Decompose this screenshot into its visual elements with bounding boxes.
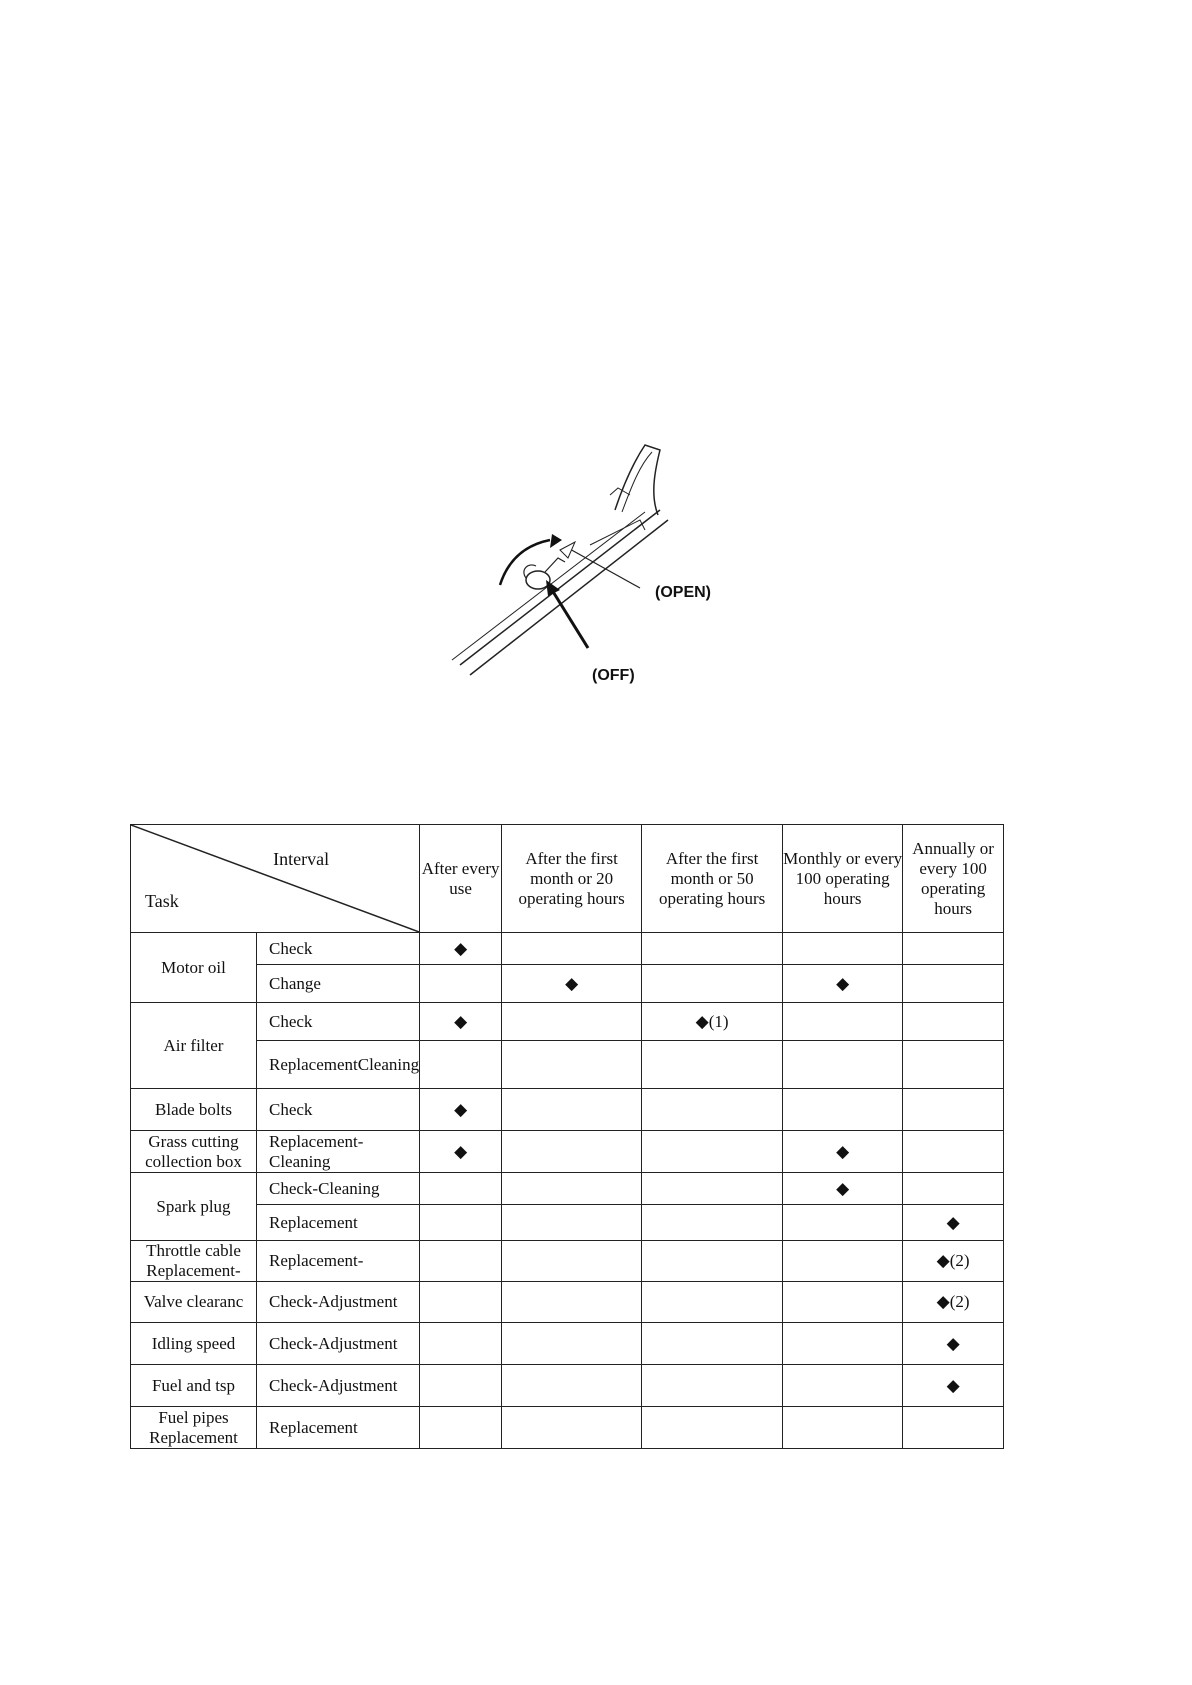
mark-cell — [642, 1205, 783, 1241]
mark-cell — [903, 965, 1004, 1003]
table-row — [131, 1089, 1004, 1131]
mark-cell — [642, 1173, 783, 1205]
corner-cell — [131, 825, 420, 933]
mark-cell — [903, 1041, 1004, 1089]
maintenance-schedule-table — [130, 824, 1004, 1449]
mark-cell — [903, 1407, 1004, 1449]
action-cell: Check-Adjustment — [257, 1365, 420, 1407]
action-cell: ReplacementCleaning — [257, 1041, 420, 1089]
mark-cell — [903, 1003, 1004, 1041]
mark-cell: ◆ — [420, 933, 502, 965]
table-row — [131, 1407, 1004, 1449]
throttle-lever-illustration — [440, 440, 740, 700]
mark-cell — [502, 1407, 642, 1449]
header-row — [131, 825, 1004, 933]
mark-cell — [903, 1131, 1004, 1173]
table-row — [131, 1205, 1004, 1241]
mark-cell — [420, 1407, 502, 1449]
mark-cell — [642, 1323, 783, 1365]
table-row — [131, 1323, 1004, 1365]
mark-cell — [783, 1241, 903, 1282]
mark-cell: ◆ — [903, 1205, 1004, 1241]
action-cell: Check-Adjustment — [257, 1323, 420, 1365]
mark-cell: ◆ — [783, 1173, 903, 1205]
mark-cell — [502, 1365, 642, 1407]
action-cell: Check-Adjustment — [257, 1282, 420, 1323]
mark-cell — [502, 1173, 642, 1205]
task-cell: Spark plug — [131, 1173, 257, 1241]
mark-cell — [502, 933, 642, 965]
mark-cell: ◆ — [420, 1089, 502, 1131]
table-row — [131, 1131, 1004, 1173]
mark-cell — [642, 1089, 783, 1131]
mark-cell — [903, 1173, 1004, 1205]
mark-cell — [783, 1323, 903, 1365]
task-cell: Valve clearanc — [131, 1282, 257, 1323]
mark-cell: ◆ — [420, 1131, 502, 1173]
mark-cell — [783, 1205, 903, 1241]
mark-cell — [642, 933, 783, 965]
mark-cell — [642, 1041, 783, 1089]
task-label: Task — [145, 891, 179, 911]
mark-cell: ◆(2) — [903, 1241, 1004, 1282]
mark-cell — [420, 1205, 502, 1241]
table-row — [131, 933, 1004, 965]
table-row — [131, 1003, 1004, 1041]
task-cell: Blade bolts — [131, 1089, 257, 1131]
task-cell: Fuel and tsp — [131, 1365, 257, 1407]
action-cell: Check — [257, 1003, 420, 1041]
task-cell: Throttle cable Replacement- — [131, 1241, 257, 1282]
task-cell: Fuel pipes Replacement — [131, 1407, 257, 1449]
mark-cell — [642, 1131, 783, 1173]
mark-cell — [502, 1041, 642, 1089]
action-cell: Replacement- — [257, 1241, 420, 1282]
mark-cell: ◆ — [420, 1003, 502, 1041]
table-row — [131, 1365, 1004, 1407]
interval-header: After every use — [420, 825, 502, 933]
mark-cell — [783, 1089, 903, 1131]
mark-cell — [642, 1407, 783, 1449]
mark-cell: ◆ — [903, 1323, 1004, 1365]
interval-header: After the first month or 20 operating hours — [502, 825, 642, 933]
mark-cell — [502, 1089, 642, 1131]
mark-cell — [502, 1323, 642, 1365]
mark-cell — [420, 1282, 502, 1323]
mark-cell — [783, 1365, 903, 1407]
task-cell: Air filter — [131, 1003, 257, 1089]
mark-cell — [502, 1205, 642, 1241]
mark-cell — [783, 1282, 903, 1323]
interval-header: After the first month or 50 operating hours — [642, 825, 783, 933]
interval-header: Annually or every 100 operating hours — [903, 825, 1004, 933]
mark-cell: ◆ — [903, 1365, 1004, 1407]
mark-cell — [783, 1041, 903, 1089]
mark-cell — [420, 1323, 502, 1365]
mark-cell — [502, 1131, 642, 1173]
task-cell: Idling speed — [131, 1323, 257, 1365]
mark-cell — [642, 1282, 783, 1323]
mark-cell: ◆(1) — [642, 1003, 783, 1041]
mark-cell — [783, 933, 903, 965]
mark-cell — [502, 1003, 642, 1041]
action-cell: Replacement — [257, 1407, 420, 1449]
off-label: (OFF) — [592, 667, 635, 684]
mark-cell — [903, 1089, 1004, 1131]
mark-cell: ◆ — [502, 965, 642, 1003]
task-cell: Motor oil — [131, 933, 257, 1003]
mark-cell: ◆ — [783, 965, 903, 1003]
action-cell: Replacement-Cleaning — [257, 1131, 420, 1173]
mark-cell — [903, 933, 1004, 965]
throttle-lever-drawing — [440, 440, 740, 700]
table-row — [131, 965, 1004, 1003]
mark-cell — [420, 1365, 502, 1407]
mark-cell: ◆ — [783, 1131, 903, 1173]
table-row — [131, 1173, 1004, 1205]
action-cell: Replacement — [257, 1205, 420, 1241]
mark-cell — [642, 965, 783, 1003]
mark-cell — [420, 965, 502, 1003]
mark-cell: ◆(2) — [903, 1282, 1004, 1323]
action-cell: Change — [257, 965, 420, 1003]
table-row — [131, 1282, 1004, 1323]
mark-cell — [502, 1241, 642, 1282]
mark-cell — [420, 1241, 502, 1282]
table-row — [131, 1241, 1004, 1282]
mark-cell — [502, 1282, 642, 1323]
open-label: (OPEN) — [655, 584, 711, 601]
mark-cell — [420, 1041, 502, 1089]
action-cell: Check — [257, 1089, 420, 1131]
action-cell: Check — [257, 933, 420, 965]
mark-cell — [642, 1365, 783, 1407]
mark-cell — [642, 1241, 783, 1282]
table-row — [131, 1041, 1004, 1089]
mark-cell — [783, 1003, 903, 1041]
mark-cell — [420, 1173, 502, 1205]
interval-label: Interval — [273, 849, 330, 869]
task-cell: Grass cutting collection box — [131, 1131, 257, 1173]
mark-cell — [783, 1407, 903, 1449]
interval-header: Monthly or every 100 operating hours — [783, 825, 903, 933]
action-cell: Check-Cleaning — [257, 1173, 420, 1205]
